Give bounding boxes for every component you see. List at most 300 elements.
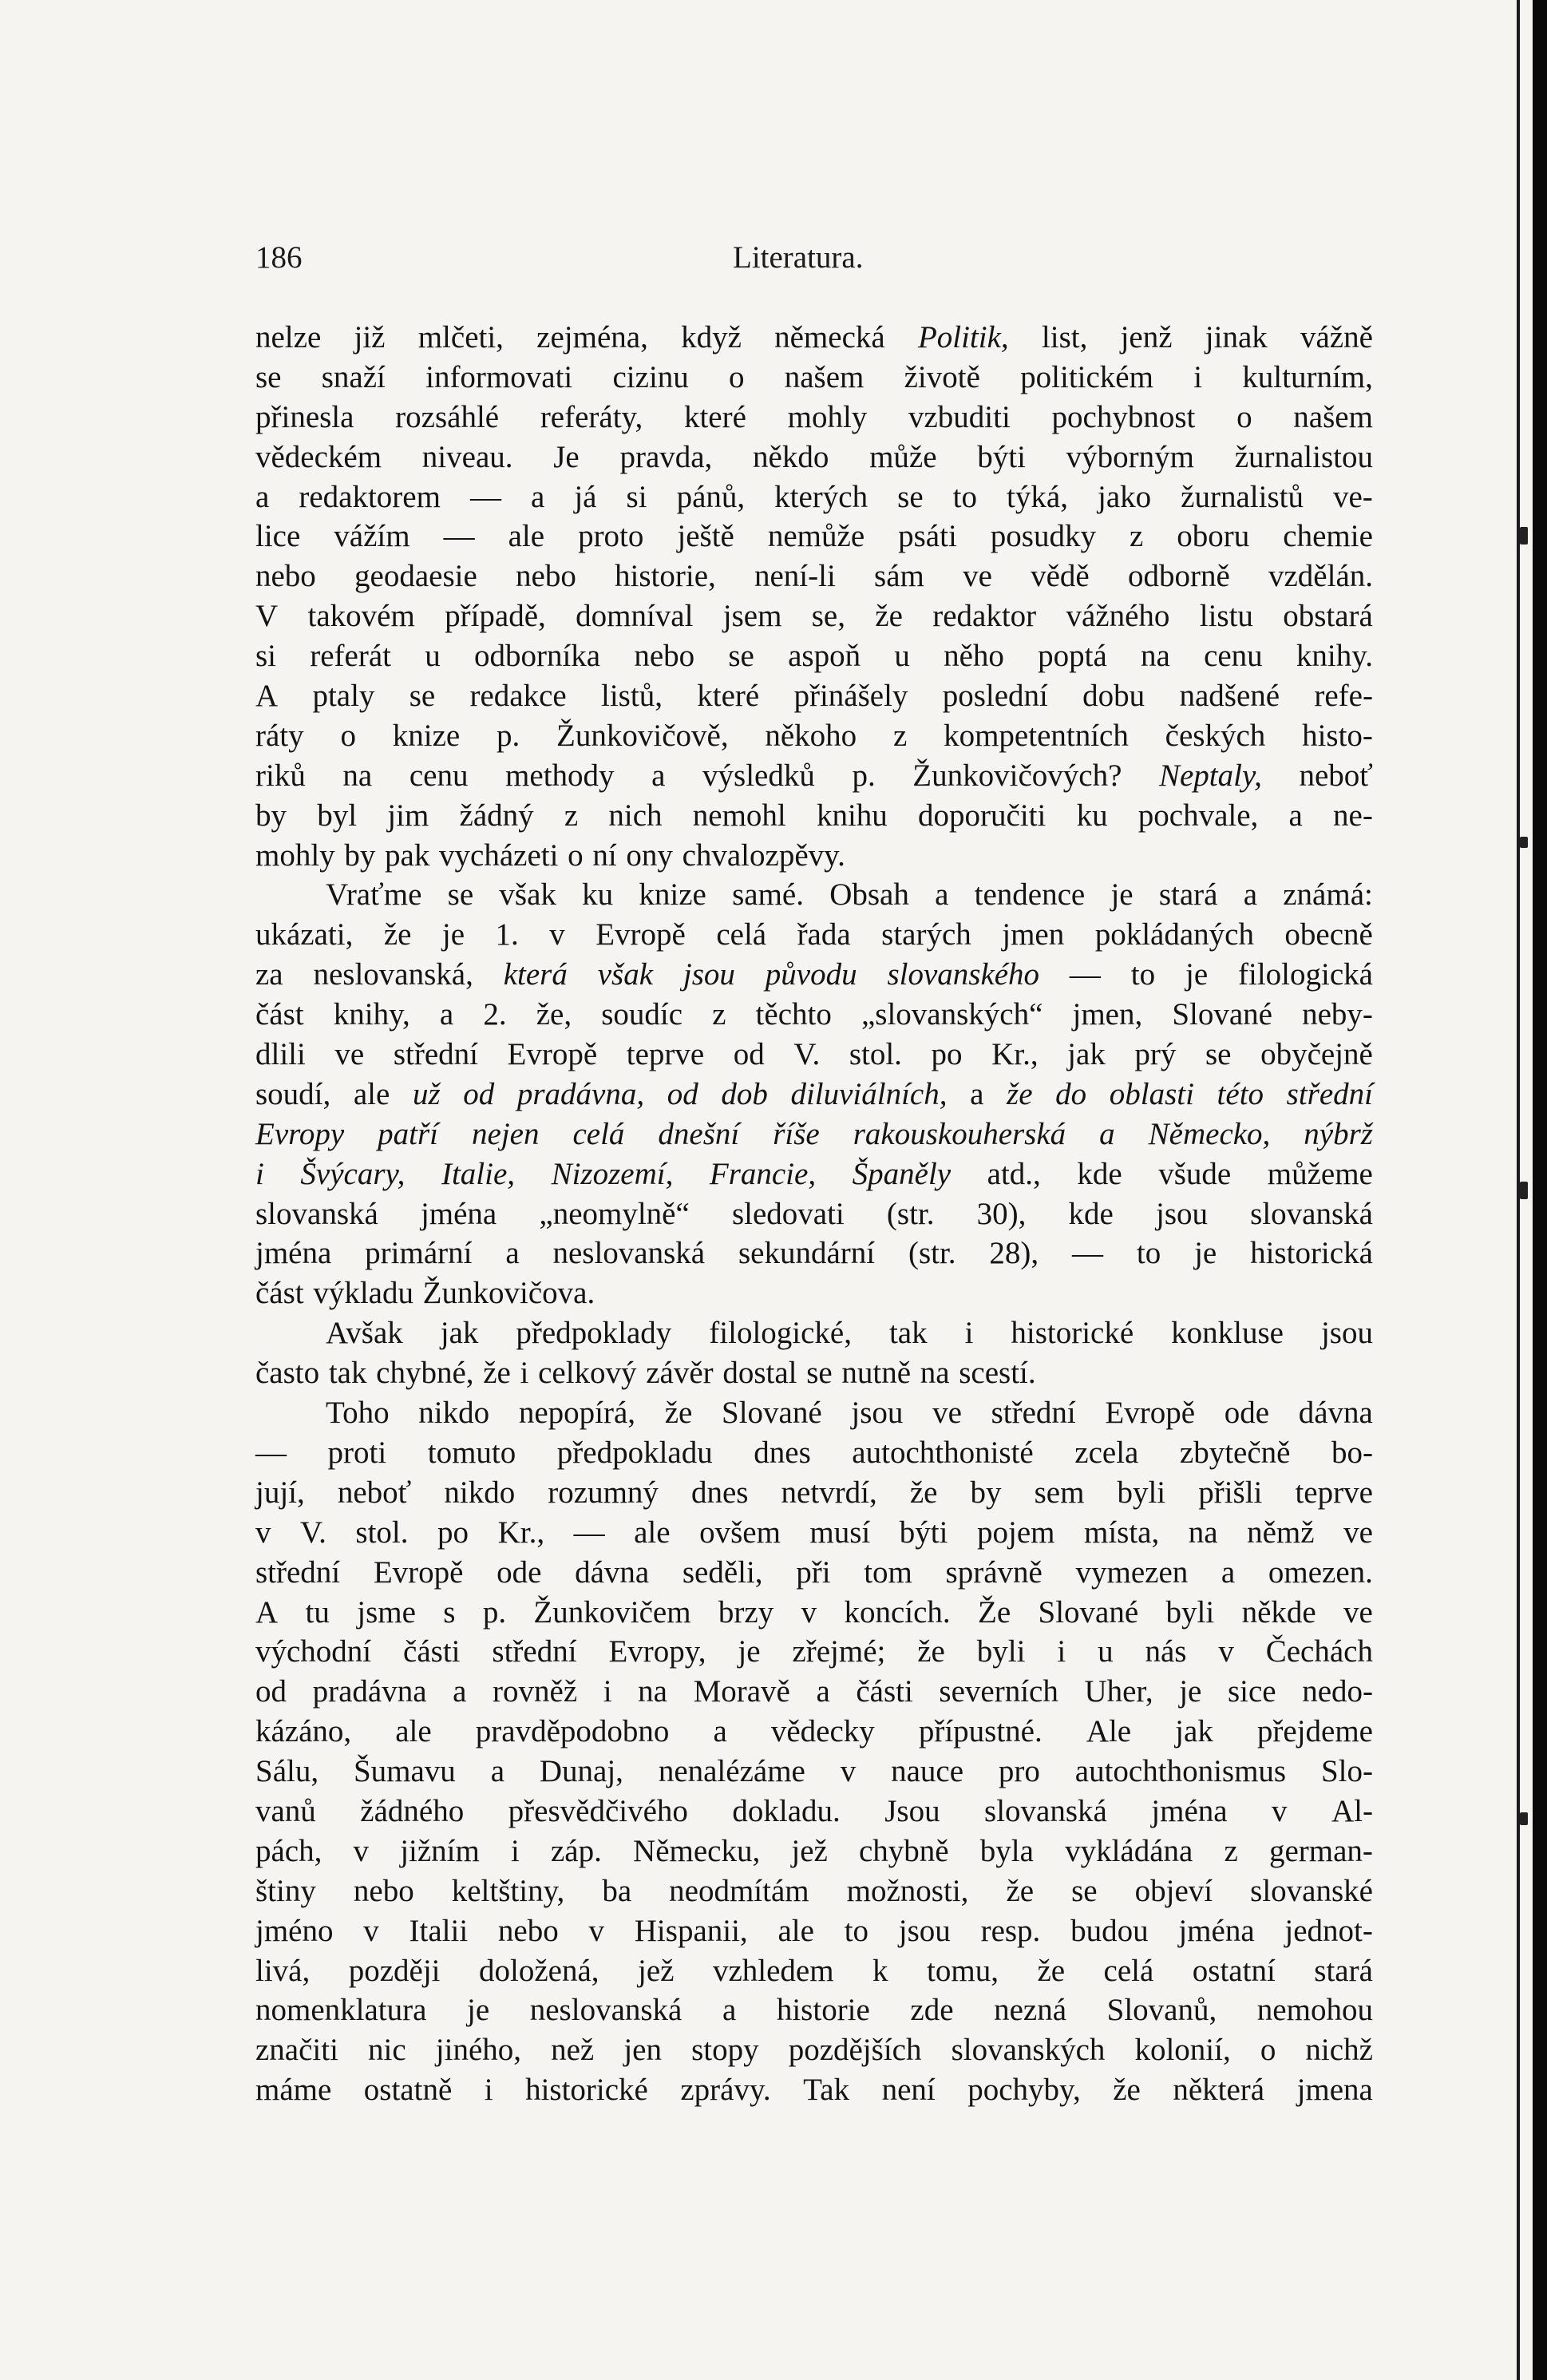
word: ony [626,838,673,873]
word: přesvědčivého [508,1793,688,1828]
page-number: 186 [255,240,303,275]
word: ve [1343,1594,1373,1630]
margin-mark [1520,1182,1528,1199]
word: jují, [255,1475,305,1510]
word: pozdějších [788,2033,922,2068]
word: slovanského [887,957,1040,992]
word: poslední [942,679,1048,714]
word: historická [1250,1236,1373,1271]
word: jižním [400,1833,480,1868]
word: vážím [334,519,410,554]
word: pokládaných [1094,917,1254,952]
word: — [573,1515,605,1550]
word: a [439,997,454,1032]
text-line [255,1273,1373,1313]
word: scestí. [959,1356,1036,1391]
text-line [255,438,1373,477]
word: proto [578,519,644,554]
word: je [467,1993,490,2028]
word: dostal [722,1356,797,1391]
word: — [443,519,475,554]
word: — [469,479,501,514]
word: si [255,639,277,674]
word: můžeme [1267,1156,1373,1191]
word: kulturním, [1242,359,1373,394]
word: p. [497,718,520,753]
word: Evropě [373,1554,464,1590]
word: ne- [1333,798,1373,833]
text-line [255,1553,1373,1593]
word: německá [774,320,885,354]
word: jména [1178,1913,1255,1948]
word: i [1057,1634,1066,1669]
word: celá [716,917,767,952]
word: a [453,1674,467,1709]
text-line [255,2030,1373,2070]
word: kolonií, [1134,2033,1231,2068]
text-line [255,1593,1373,1633]
word: pochvale, [1138,798,1259,833]
word: rozsáhlé [395,399,500,434]
word: dob [721,1076,768,1111]
word: byla [979,1833,1034,1868]
word: Ale [1086,1714,1132,1749]
text-line [255,1911,1373,1951]
word: od [463,1076,495,1111]
word: referáty, [540,399,643,434]
word: nenalézáme [658,1754,805,1789]
word: informovati [425,359,573,394]
word: ale [508,519,545,554]
word: ve [932,1396,962,1431]
word: se [728,639,754,674]
word: jsou [1155,1196,1208,1231]
text-line [255,1433,1373,1473]
word: knihu [816,798,888,833]
word: p. [482,1594,507,1630]
word: místa, [1083,1515,1160,1550]
text-line [255,1393,1373,1433]
word: těchto [755,997,832,1032]
word: redaktor [932,599,1037,634]
text-line [255,636,1373,676]
word: — [1072,1236,1104,1271]
word: našem [784,359,864,394]
text-line [255,796,1373,836]
word: doložená, [479,1953,599,1988]
word: ku [1076,798,1108,833]
word: o [1260,2033,1276,2068]
word: z [892,718,908,753]
word: ale [634,1515,671,1550]
word: Slované [1172,997,1272,1032]
word: němž [1247,1515,1315,1550]
word: dávna [1298,1396,1373,1431]
word: střední [255,1554,341,1590]
word: Uher, [1084,1674,1153,1709]
text-line [255,1473,1373,1513]
word: se, [811,599,845,634]
text-line [255,1154,1373,1194]
word: Žunkovičových? [912,758,1122,793]
word: (str. [908,1236,956,1271]
word: výkladu [313,1276,413,1311]
word: livá, [255,1953,311,1988]
word: nebo [353,1873,414,1908]
word: střední [1286,1076,1373,1111]
word: histo- [1302,718,1373,753]
word: než [551,2033,595,2068]
word: domníval [576,599,694,634]
text-line [255,556,1373,596]
word: zbytečně [1179,1435,1291,1470]
word: by [255,798,287,833]
text-line [255,477,1373,517]
word: střední [991,1396,1076,1431]
word: že [483,1356,511,1391]
word: správně [945,1554,1043,1590]
word: german- [1268,1833,1373,1868]
word: ráty [255,718,304,753]
word: psáti [898,519,957,554]
word: refe- [1314,679,1373,714]
word: někoho [765,718,857,753]
word: konkluse [1171,1316,1284,1351]
word: v [1272,1793,1288,1828]
word: bo- [1331,1435,1373,1470]
word: Avšak [326,1316,403,1351]
word: vědě [1031,559,1090,594]
word: Francie, [709,1156,817,1191]
word: v [353,1833,370,1868]
word: od [733,1037,765,1072]
word: žurnalistů [1181,479,1304,514]
word: Jsou [884,1793,940,1828]
word: pochybnost [1051,399,1196,434]
word: slovanská [255,1196,378,1231]
word: Šumavu [353,1754,456,1789]
word: na [638,1674,667,1709]
word: V. [300,1515,326,1550]
word: autochthonisté [852,1435,1034,1470]
word: neslovanská [552,1236,706,1271]
word: nebo [497,1913,559,1948]
word: niveau. [421,439,513,474]
word: že [1007,1076,1033,1111]
word: Španěly [852,1156,952,1191]
word: kompetentních [944,718,1129,753]
word: u [1098,1634,1114,1669]
word: z [712,997,726,1032]
word: i [255,1156,264,1191]
word: našem [1293,399,1373,434]
word: a [651,758,666,793]
word: pradávna [312,1674,427,1709]
word: chvalozpěvy. [682,838,845,873]
text-line [255,915,1373,955]
word: redaktorem [299,479,441,514]
text-line [255,2070,1373,2110]
word: „slovanských“ [861,997,1043,1032]
word: objeví [1134,1873,1213,1908]
word: a [1288,798,1303,833]
text-line [255,1075,1373,1115]
word: chybné, [376,1356,474,1391]
word: za [255,957,283,992]
word: Žunkovičova. [422,1276,595,1311]
word: Německu, [633,1833,761,1868]
word: neodmítám [669,1873,809,1908]
word: Kr., [497,1515,545,1550]
word: známá: [1283,877,1373,913]
word: Kr., [991,1037,1039,1072]
word: ve [334,1037,365,1072]
word: původu [765,957,857,992]
word: doporučiti [918,798,1046,833]
word: však [597,957,654,992]
word: v [255,1515,271,1550]
word: neslovanská [529,1993,682,2028]
word: pojem [976,1515,1055,1550]
word: u [425,639,441,674]
word: jen [623,2033,662,2068]
word: samé. [732,877,804,913]
word: je [1179,1674,1202,1709]
word: tendence [974,877,1086,913]
word: nemohl [692,798,786,833]
word: seděli, [682,1554,763,1590]
word: Nizozemí, [551,1156,674,1191]
word: v [1218,1634,1234,1669]
word: rakouskouherská [853,1116,1066,1151]
word: vykládána [1065,1833,1193,1868]
word: sice [1227,1674,1276,1709]
word: vymezen [1075,1554,1189,1590]
word: Evropě [595,917,686,952]
word: již [354,320,386,354]
word: 2. [483,997,507,1032]
word: slovanská [1250,1196,1373,1231]
word: dokladu. [732,1793,841,1828]
word: nebo [516,559,576,594]
word: v [363,1913,379,1948]
word: geodaesie [354,559,477,594]
word: jmena [1296,2073,1373,2108]
word: východní [255,1634,372,1669]
word: odborně [1127,559,1230,594]
word: ostatně [363,2073,453,2108]
word: Italii [409,1913,469,1948]
word: pro [998,1754,1040,1789]
word: stopy [691,2033,759,2068]
word: v [549,917,565,952]
word: resp. [980,1913,1041,1948]
word: nichž [1305,2033,1373,2068]
word: jméno [255,1913,334,1948]
word: nikdo [444,1475,516,1510]
word: s [443,1594,456,1630]
word: nutně [841,1356,912,1391]
word: značiti [255,2033,338,2068]
word: keltštiny, [451,1873,565,1908]
word: jim [387,798,429,833]
word: pánů, [676,479,746,514]
word: a [722,1993,737,2028]
word: mohly [787,399,868,434]
word: jména [420,1196,497,1231]
word: něho [944,639,1004,674]
margin-mark [1520,1812,1528,1825]
text-line [255,836,1373,876]
word: ode [1224,1396,1270,1431]
word: ve [1343,1515,1373,1550]
word: část [255,1276,304,1311]
word: Slovanů, [1106,1993,1217,2028]
word: všude [1158,1156,1232,1191]
word: zde [910,1993,954,2028]
word: i [964,1316,974,1351]
word: máme [255,2073,332,2108]
word: Sálu, [255,1754,319,1789]
word: Italie, [441,1156,516,1191]
word: stol. [355,1515,409,1550]
word: a [530,479,545,514]
word: Obsah [829,877,909,913]
word: referát [310,639,391,674]
word: sledovati [731,1196,845,1231]
word: cenu [409,758,469,793]
word: jak [1175,1714,1213,1749]
word: a [255,479,270,514]
word: netvrdí, [781,1475,877,1510]
text-line [255,1234,1373,1273]
word: někde [1241,1594,1316,1630]
word: nebo [255,559,316,594]
text-line [255,756,1373,796]
word: jsou [898,1913,951,1948]
word: diluviálních, [790,1076,948,1111]
word: vzhledem [712,1953,834,1988]
word: primární [365,1236,473,1271]
word: atd., [987,1156,1041,1191]
word: části [856,1674,913,1709]
word: brzy [718,1594,774,1630]
word: historie, [615,559,716,594]
word: se [897,479,924,514]
word: žurnalistou [1234,439,1373,474]
word: politickém [1020,359,1153,394]
word: historické [1011,1316,1134,1351]
text-line [255,1712,1373,1752]
word: ovšem [699,1515,781,1550]
word: později [348,1953,441,1988]
word: i [511,1833,520,1868]
word: zřejmé; [792,1634,886,1669]
word: předpokladu [556,1435,713,1470]
word: Švýcary, [300,1156,406,1191]
word: „neomylně“ [539,1196,690,1231]
word: dlili [255,1037,306,1072]
word: kterých [774,479,868,514]
text-line [255,318,1373,358]
word: tak [888,1316,928,1351]
word: po [437,1515,469,1550]
word: z [1224,1833,1238,1868]
word: ba [602,1873,632,1908]
word: přípustné. [918,1714,1043,1749]
word: neby- [1302,997,1373,1032]
word: knihy. [1296,639,1373,674]
word: životě [904,359,980,394]
word: knihy, [333,997,410,1032]
word: vanů [255,1793,316,1828]
word: slovanských [951,2033,1106,2068]
word: nepopírá, [518,1396,636,1431]
word: při [796,1554,831,1590]
word: ukázati, [255,917,354,952]
text-line [255,1513,1373,1553]
word: Evropě [507,1037,598,1072]
word: patří [378,1116,439,1151]
word: z [1129,519,1144,554]
word: Dunaj, [539,1754,623,1789]
word: byli [1165,1594,1215,1630]
word: jmen, [1072,997,1143,1032]
word: řada [797,917,851,952]
word: celá [572,1116,625,1151]
word: záp. [551,1833,602,1868]
word: závěr [646,1356,714,1391]
text-line [255,1035,1373,1075]
word: dnes [690,1475,749,1510]
word: soudíc [601,997,683,1032]
word: výsledků [702,758,815,793]
word: neboť [1299,758,1373,793]
word: jmen [1002,917,1065,952]
word: Evropy, [608,1634,706,1669]
word: které [697,679,760,714]
word: sekundární [738,1236,876,1271]
word: přinesla [255,399,354,434]
word: a [490,1754,504,1789]
word: odborníka [473,639,601,674]
word: jsme [357,1594,416,1630]
text-line [255,1951,1373,1991]
word: Žunkovičově, [556,718,729,753]
word: možnosti, [846,1873,969,1908]
word: methody [505,758,615,793]
word: V [255,599,279,634]
word: býti [899,1515,948,1550]
word: jiného, [435,2033,522,2068]
word: 28), [989,1236,1039,1271]
word: že, [536,997,572,1032]
word: se [1071,1873,1098,1908]
word: Německo, [1148,1116,1271,1151]
word: dnešní [658,1116,740,1151]
word: z [564,798,579,833]
word: nezná [994,1993,1067,2028]
word: slovanské [1250,1873,1373,1908]
word: cizinu [612,359,689,394]
word: Čechách [1265,1634,1373,1669]
body-text [255,318,1373,2110]
word: však [499,877,556,913]
word: by [970,1475,1002,1510]
word: se [806,1356,833,1391]
word: knize [392,718,461,753]
word: jak [440,1316,479,1351]
